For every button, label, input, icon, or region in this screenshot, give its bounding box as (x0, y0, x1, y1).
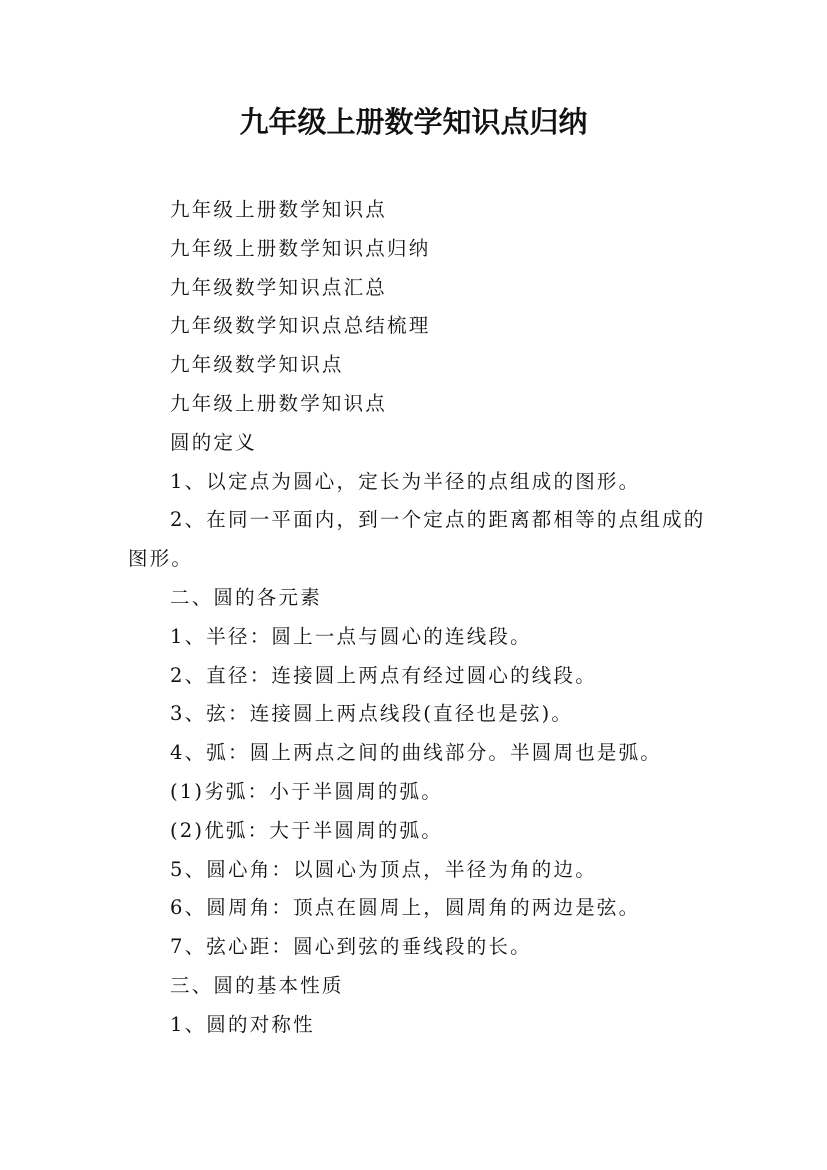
section-heading: 三、圆的基本性质 (170, 973, 344, 997)
section-heading: 二、圆的各元素 (170, 585, 322, 609)
paragraph: 1、圆的对称性 (170, 1012, 315, 1036)
paragraph: 1、半径：圆上一点与圆心的连线段。 (170, 624, 532, 648)
document-title: 九年级上册数学知识点归纳 (239, 105, 588, 139)
paragraph: 2、直径：连接圆上两点有经过圆心的线段。 (170, 663, 597, 687)
paragraph: 5、圆心角：以圆心为顶点，半径为角的边。 (170, 857, 597, 881)
paragraph: 九年级数学知识点汇总 (170, 275, 388, 299)
paragraph: 九年级上册数学知识点 (170, 391, 388, 415)
paragraph: 3、弦：连接圆上两点线段(直径也是弦)。 (170, 702, 574, 726)
paragraph: 6、圆周角：顶点在圆周上，圆周角的两边是弦。 (170, 896, 641, 920)
paragraph: 7、弦心距：圆心到弦的垂线段的长。 (170, 935, 532, 959)
paragraph: (1)劣弧：小于半圆周的弧。 (170, 779, 443, 803)
document-body (128, 191, 710, 1045)
paragraph: 九年级上册数学知识点 (170, 198, 388, 221)
section-heading: 圆的定义 (170, 430, 257, 454)
paragraph: 九年级数学知识点总结梳理 (170, 314, 431, 338)
paragraph: (2)优弧：大于半圆周的弧。 (170, 818, 443, 842)
paragraph: 九年级数学知识点 (170, 353, 344, 377)
paragraph: 九年级上册数学知识点归纳 (170, 236, 431, 260)
paragraph: 4、弧：圆上两点之间的曲线部分。半圆周也是弧。 (170, 741, 663, 765)
paragraph: 1、以定点为圆心，定长为半径的点组成的图形。 (170, 469, 641, 493)
paragraph: 2、在同一平面内，到一个定点的距离都相等的点组成的图形。 (128, 508, 706, 571)
